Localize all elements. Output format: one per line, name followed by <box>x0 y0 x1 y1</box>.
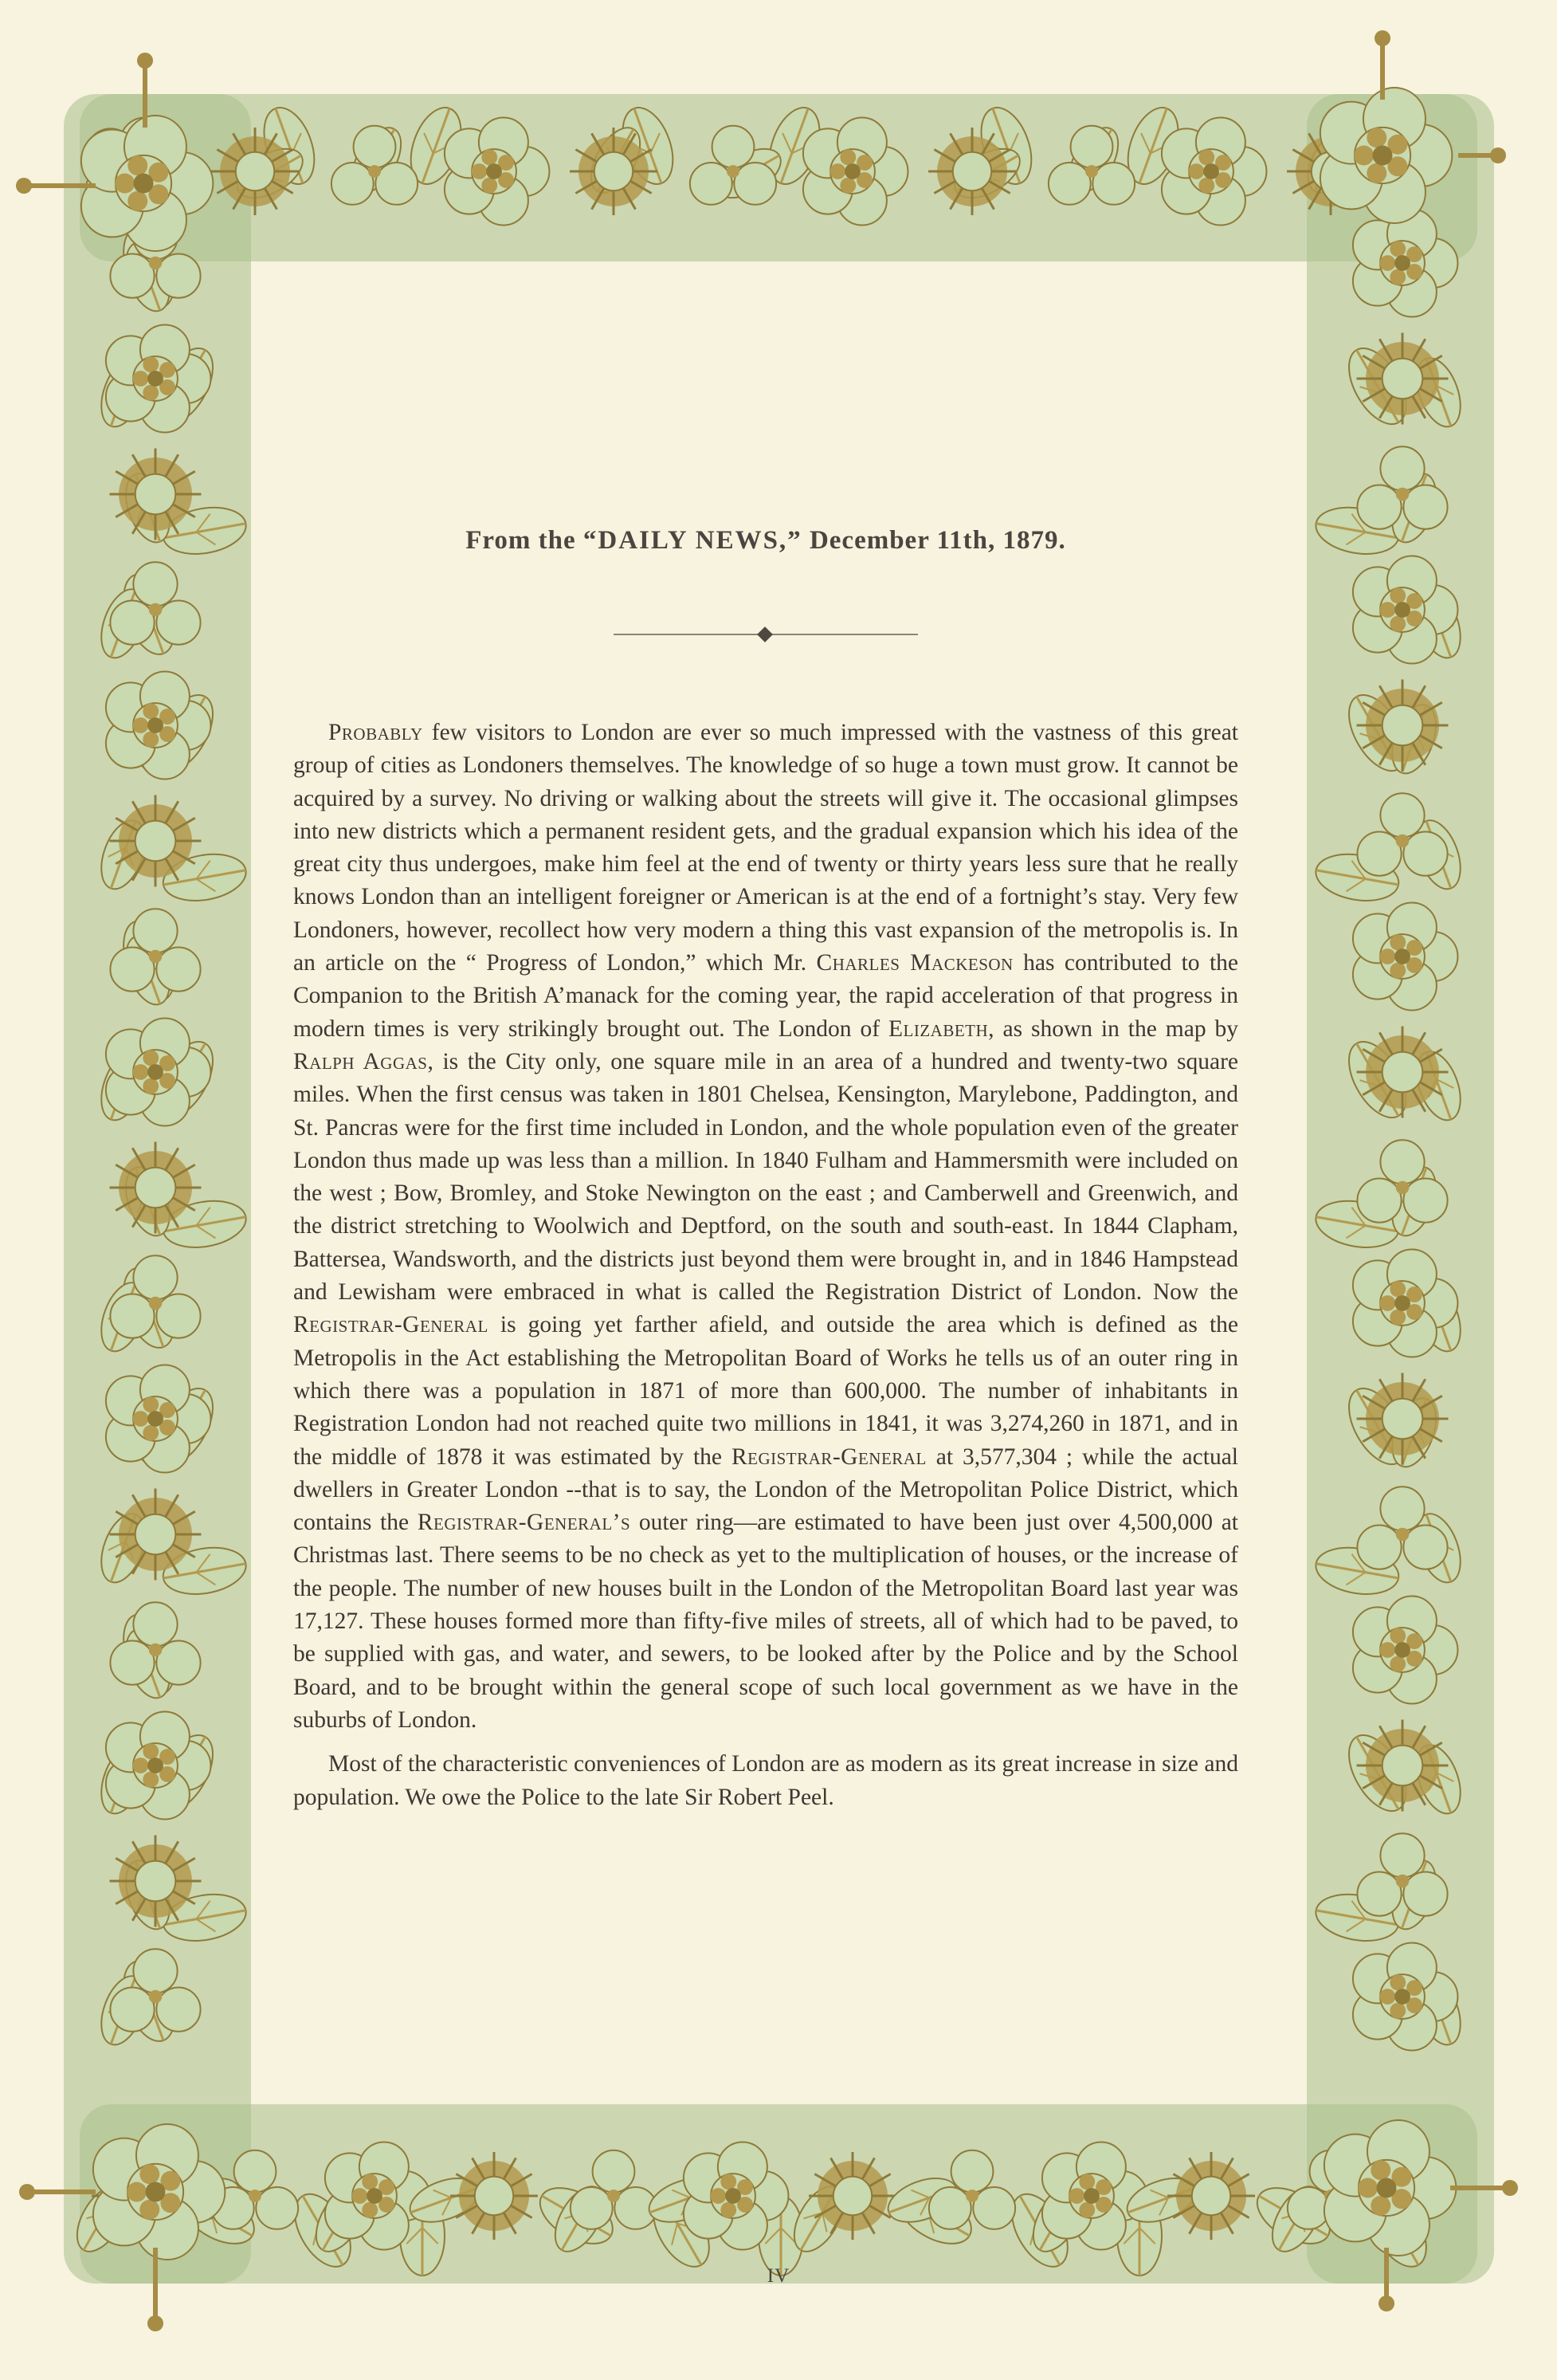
article-paragraph-2: Most of the characteristic conveniences of London are as modern as its great increase in size and population. We owe the Police to the late Sir Robert Peel. <box>293 1751 1238 1810</box>
article-heading <box>293 526 1238 556</box>
heading-date: December 11th, 1879. <box>802 526 1066 555</box>
name-ralph-aggas: Ralph Aggas <box>293 1048 428 1074</box>
text-segment: , is the City only, one square mile in an area of a hundred and twenty-two square miles. When the first census was taken in 1801 Chelsea, Kensington, Marylebone, Paddington, and St. Pancras were for the first time included in London, and the whole population even of the greater London thus made up was less than a million. In 1840 Fulham and Hammersmith were included on the west ; Bow, Bromley, and Stoke Newington on the east ; and Camberwell and Greenwich, and the district stretching to Woolwich and Deptford, on the south and south-east. In 1844 Clapham, Battersea, Wandsworth, and the districts just beyond them were brought in, and in 1846 Hampstead and Lewisham were embraced in what is called the Registration District of London. Now the <box>293 1048 1238 1306</box>
name-registrar-general: Registrar-General <box>293 1312 488 1338</box>
text-segment: has contributed to the Companion to the British A’manack for the coming year, the rapid acceleration of that progress in modern times is very strikingly brought out. The London of <box>293 950 1238 1042</box>
article-body <box>293 526 1238 2080</box>
text-segment: few visitors to London are ever so much impressed with the vastness of this great group of cities as Londoners themselves. The knowledge of so huge a town must grow. It cannot be acquired by a survey. No driving or walking about the streets will give it. The occasional glimpses into new districts which a permanent resident gets, and the gradual expansion which his idea of the great city thus undergoes, make him feel at the end of twenty or thirty years less sure that he really knows London than an intelligent foreigner or American is at the end of a fortnight’s stay. Very few Londoners, however, recollect how very modern a thing this vast expansion of the metropolis is. In an article on the “ Progress of London,” which Mr. <box>293 720 1238 976</box>
text-segment: at 3,577,304 ; while the actual dwellers in Greater London --that is to say, the London of the Metropolitan Police District, which contains the <box>293 1443 1238 1536</box>
rule-diamond-icon <box>757 626 773 642</box>
heading-prefix: From the <box>465 526 583 555</box>
ornamental-rule <box>293 629 1238 640</box>
text-segment: , as shown in the map by <box>988 1015 1238 1042</box>
page-number: IV <box>767 2265 790 2287</box>
rule-line-left <box>614 634 761 635</box>
name-registrar-general: Registrar-General <box>731 1443 927 1470</box>
rule-line-right <box>771 634 918 635</box>
lead-word: Probably <box>328 720 423 745</box>
name-charles-mackeson: Charles Mackeson <box>816 950 1014 976</box>
name-registrar-generals: Registrar-General’s <box>417 1510 631 1536</box>
text-segment: is going yet farther afield, and outside the area which is defined as the Metropolis in the Act establishing the Metropolitan Board of Works he tells us of an outer ring in which there was a population in 1871 of more than 600,000. The number of inhabitants in Registration London had not reached quite two millions in 1841, it was 3,274,260 in 1871, and in the middle of 1878 it was estimated by the <box>293 1312 1238 1470</box>
name-elizabeth: Elizabeth <box>888 1015 989 1042</box>
heading-publication: “DAILY NEWS,” <box>582 526 802 555</box>
text-segment: outer ring—are estimated to have been just over 4,500,000 at Christmas last. There seems to be no check as yet to the multiplication of houses, or the increase of the people. The number of new houses built in the London of the Metropolitan Board last year was 17,127. These houses formed more than fifty-five miles of streets, all of which had to be paved, to be supplied with gas, and water, and sewers, to be looked after by the Police and by the School Board, and to be brought within the general scope of such local government as we have in the suburbs of London. <box>293 1510 1238 1733</box>
article-paragraph-1 <box>293 717 1238 1737</box>
